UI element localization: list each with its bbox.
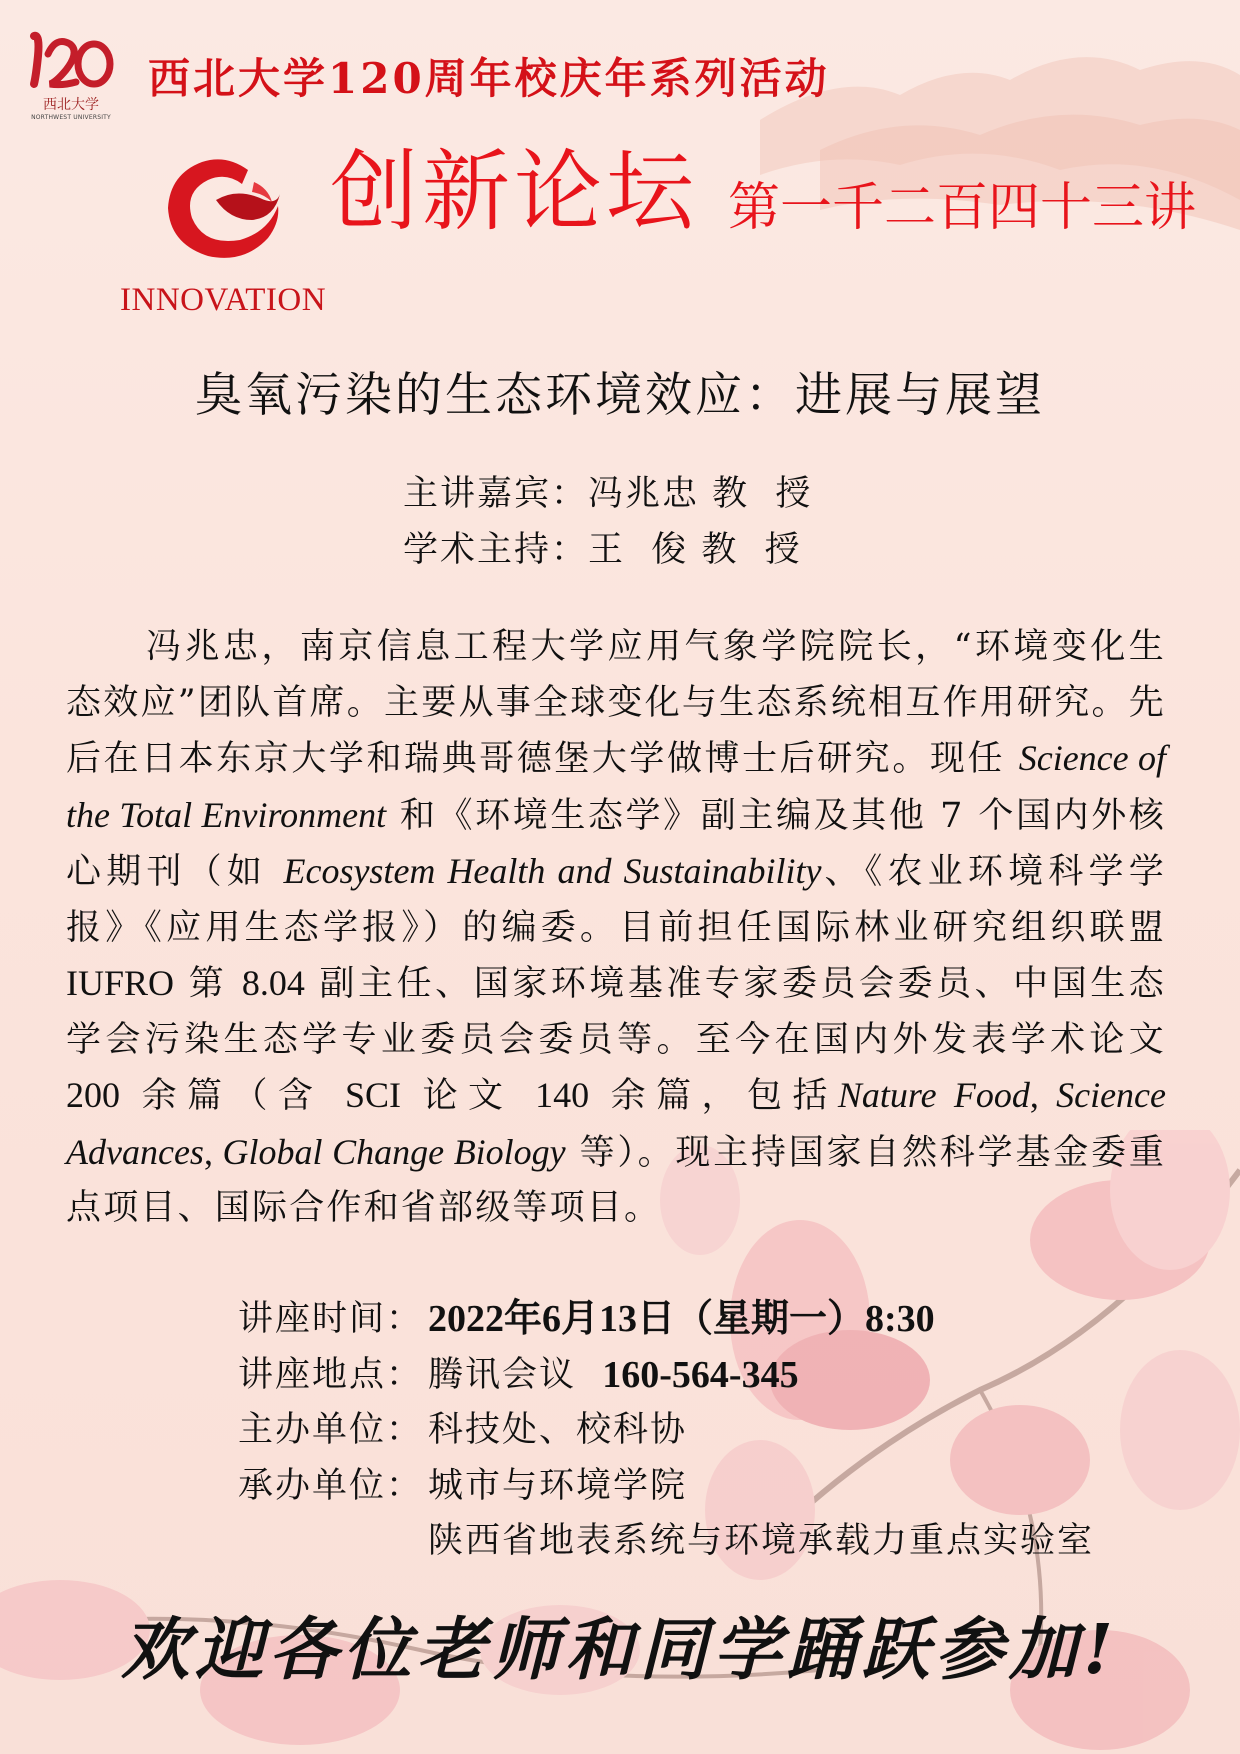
- meeting-id: 160-564-345: [602, 1353, 799, 1396]
- cohost-row-2: [238, 1514, 1094, 1570]
- place-label: 讲座地点：: [238, 1354, 424, 1395]
- time-label: 讲座时间：: [238, 1299, 424, 1339]
- time-row: [238, 1292, 1094, 1348]
- talk-title: 臭氧污染的生态环境效应：进展与展望: [195, 368, 1045, 423]
- bio-text-7: 论文: [401, 1076, 536, 1116]
- sci-label: SCI: [344, 1075, 401, 1115]
- organizer-value: 科技处、校科协: [428, 1410, 688, 1450]
- bio-text-2: 和《环境生态学》副主编及其他 7 个国内外核心期刊（如: [66, 795, 1167, 892]
- speaker-line: 主讲嘉宾：冯兆忠 教 授: [403, 474, 813, 514]
- bio-text-4: 第: [174, 964, 242, 1004]
- org-division: 8.04: [241, 963, 305, 1003]
- host-line: 学术主持：王 俊 教 授: [403, 530, 802, 570]
- bio-text-6: 余篇（含: [120, 1076, 345, 1116]
- paper-count: 200: [66, 1075, 120, 1115]
- anniversary-120-mark: [26, 26, 116, 92]
- org-iufro: IUFRO: [66, 963, 175, 1003]
- speaker-host-block: [403, 466, 812, 578]
- speaker-bio: [66, 620, 1166, 1237]
- cohost-value-2: 陕西省地表系统与环境承载力重点实验室: [428, 1521, 1095, 1561]
- cohost-row: [238, 1459, 1094, 1515]
- organizer-row: [238, 1403, 1094, 1459]
- innovation-label: INNOVATION: [120, 282, 327, 318]
- bio-text-1: 冯兆忠，南京信息工程大学应用气象学院院长，“环境变化生态效应”团队首席。主要从事全球变化与生态系统相互作用研究。先后在日本东京大学和瑞典哥德堡大学做博士后研究。现任: [66, 627, 1166, 779]
- journal-stoten: Science of the Total Environment: [66, 738, 1166, 835]
- bio-text-5: 副主任、国家环境基准专家委员会委员、中国生态学会污染生态学专业委员会委员等。至今在国内外发表学术论文: [66, 964, 1166, 1060]
- cohost-value-1: 城市与环境学院: [428, 1465, 688, 1506]
- place-row: [238, 1348, 1094, 1404]
- welcome-message: 欢迎各位老师和同学踊跃参加!: [121, 1610, 1119, 1690]
- place-value: 腾讯会议: [428, 1354, 577, 1395]
- time-value: 2022年6月13日（星期一）8:30: [428, 1298, 935, 1340]
- logo-school-name-en: NORTHWEST UNIVERSITY: [31, 114, 111, 121]
- lecture-number: 第一千二百四十三讲: [728, 178, 1197, 238]
- forum-name: 创新论坛: [330, 140, 699, 243]
- bio-sep-2: ,: [203, 1131, 223, 1172]
- logo-school-name: 西北大学: [43, 97, 99, 113]
- innovation-emblem-icon: [156, 148, 288, 268]
- cohost-label: 承办单位：: [238, 1465, 424, 1506]
- bio-text-9: 等）。现主持国家自然科学基金委重点项目、国际合作和省部级等项目。: [66, 1132, 1167, 1228]
- journal-ehs: Ecosystem Health and Sustainability: [283, 851, 822, 891]
- bio-sep-1: ,: [1029, 1075, 1057, 1115]
- journal-science-advances: Science Advances: [66, 1075, 1167, 1172]
- bio-text-3: 、《农业环境科学学报》《应用生态学报》）的编委。目前担任国际林业研究组织联盟: [66, 852, 1166, 948]
- journal-gcb: Global Change Biology: [222, 1131, 566, 1172]
- event-details: [238, 1292, 1094, 1570]
- series-title: 西北大学120周年校庆年系列活动: [148, 54, 830, 103]
- anniversary-logo: [26, 26, 116, 130]
- sci-count: 140: [535, 1075, 590, 1115]
- bio-text-8: 余篇，包括: [589, 1076, 838, 1116]
- journal-nature-food: Nature Food: [837, 1075, 1030, 1115]
- organizer-label: 主办单位：: [238, 1410, 424, 1450]
